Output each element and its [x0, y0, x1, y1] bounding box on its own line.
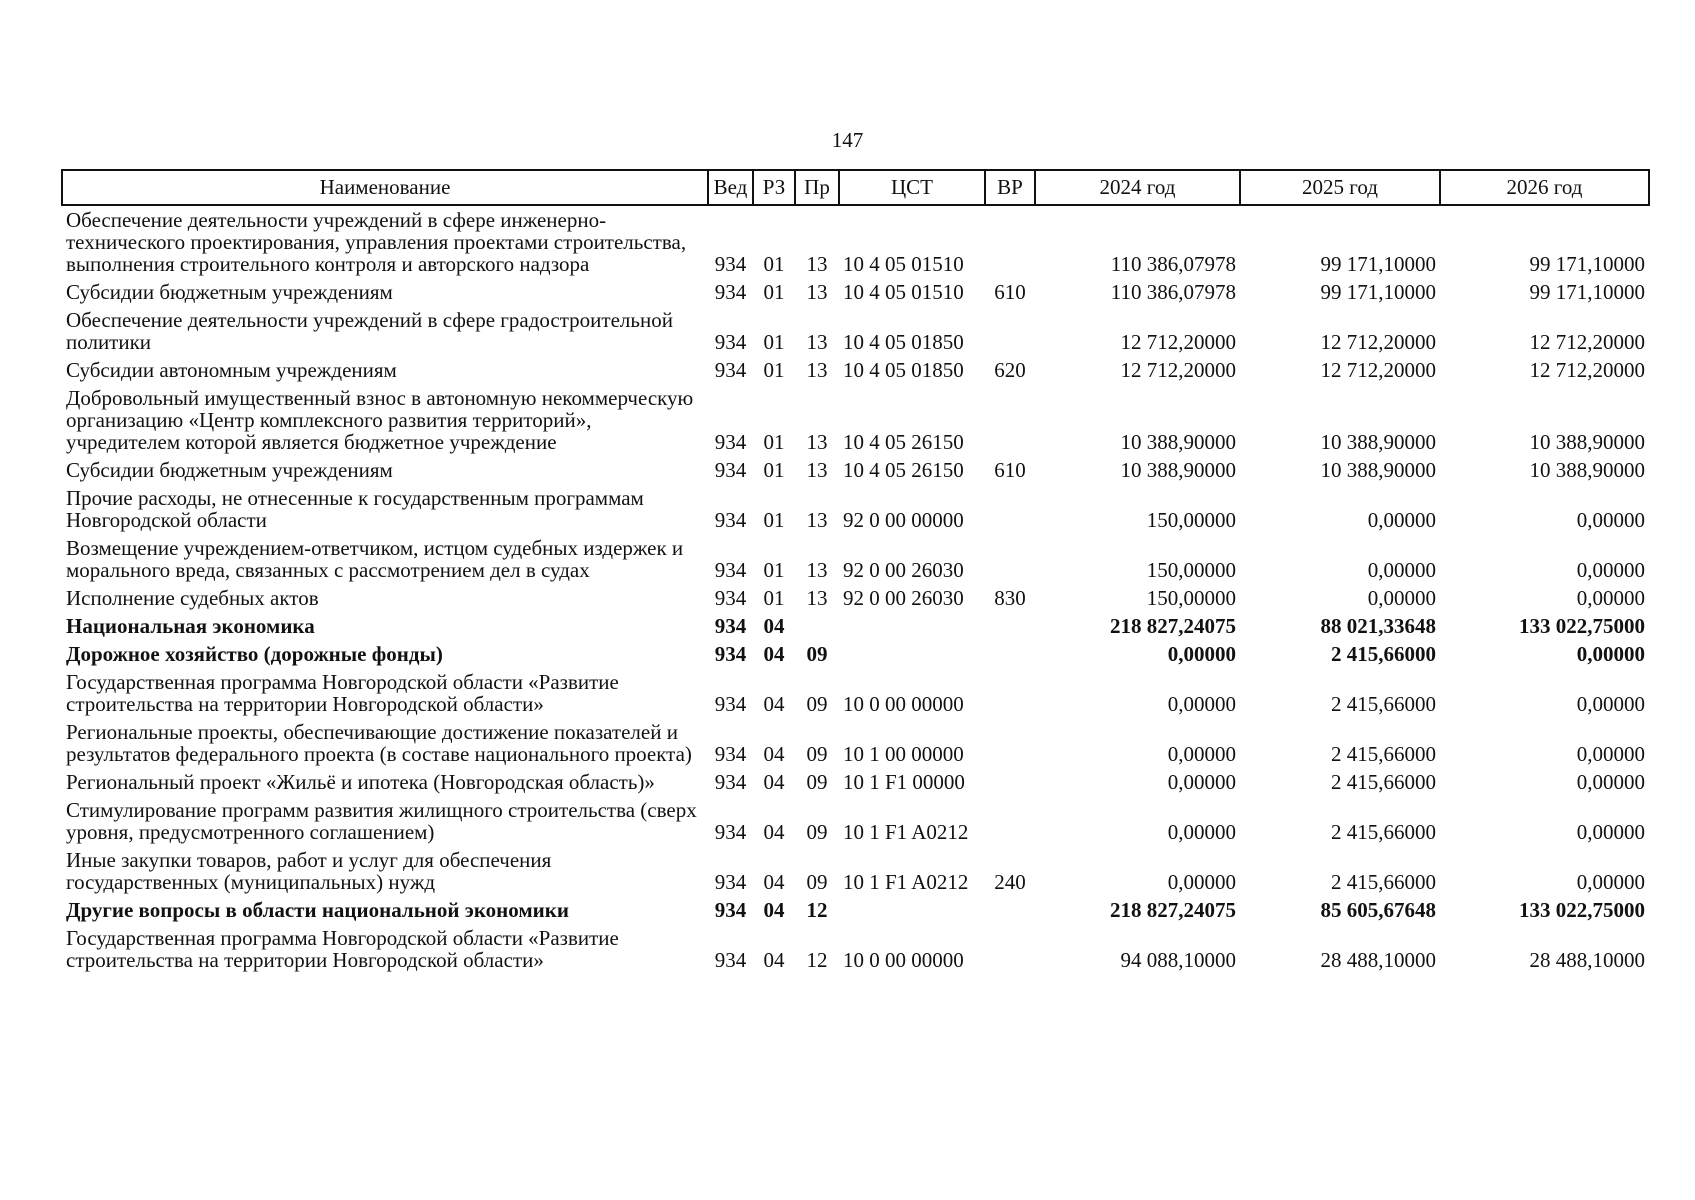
row-name-cell: Субсидии автономным учреждениям	[66, 358, 397, 382]
row-ved-cell: 934	[714, 586, 747, 610]
row-ved-cell: 934	[714, 742, 747, 766]
row-2024-value: 94 088,10000	[1120, 948, 1236, 972]
row-2024-value: 10 388,90000	[1120, 458, 1236, 482]
row-vr-cell	[985, 306, 1035, 356]
row-rz-cell: 04	[763, 820, 785, 844]
row-2026-value: 28 488,10000	[1529, 948, 1645, 972]
row-2026-value: 0,00000	[1576, 770, 1645, 794]
row-ved-cell: 934	[714, 508, 747, 532]
row-pr-cell: 09	[806, 820, 828, 844]
row-vr-cell	[985, 384, 1035, 456]
table-row	[62, 768, 1649, 796]
row-2024-value: 0,00000	[1167, 642, 1236, 666]
budget-table	[61, 169, 1650, 974]
row-pr-cell: 13	[806, 430, 828, 454]
row-2024-value: 0,00000	[1167, 692, 1236, 716]
row-2025-value: 2 415,66000	[1331, 820, 1436, 844]
row-vr-cell	[985, 205, 1035, 278]
row-name-cell: Государственная программа Новгородской области «Развитие строительства на территории Новгородской области»	[66, 670, 619, 716]
row-2025-value: 2 415,66000	[1331, 870, 1436, 894]
row-2024-value: 0,00000	[1167, 770, 1236, 794]
row-cst-cell: 10 4 05 01510	[843, 252, 964, 276]
row-2026-value: 12 712,20000	[1529, 358, 1645, 382]
row-rz-cell: 04	[763, 742, 785, 766]
row-rz-cell: 01	[763, 508, 785, 532]
row-pr-cell: 13	[806, 458, 828, 482]
table-row	[62, 584, 1649, 612]
row-2025-value: 10 388,90000	[1320, 458, 1436, 482]
table-row	[62, 534, 1649, 584]
row-2026-value: 10 388,90000	[1529, 458, 1645, 482]
row-2024-value: 0,00000	[1167, 742, 1236, 766]
row-name-cell: Возмещение учреждением-ответчиком, истцом судебных издержек и морального вреда, связанных с рассмотрением дел в судах	[66, 536, 684, 582]
row-pr-cell: 13	[806, 252, 828, 276]
row-rz-cell: 04	[763, 614, 785, 638]
row-ved-cell: 934	[714, 358, 747, 382]
row-pr-cell: 13	[806, 358, 828, 382]
row-2026-value: 0,00000	[1576, 692, 1645, 716]
row-rz-cell: 04	[763, 642, 785, 666]
row-2025-value: 10 388,90000	[1320, 430, 1436, 454]
header-2024: 2024 год	[1035, 170, 1240, 205]
row-rz-cell: 01	[763, 252, 785, 276]
row-rz-cell: 01	[763, 280, 785, 304]
row-vr-cell	[985, 484, 1035, 534]
row-pr-cell: 09	[806, 692, 828, 716]
row-rz-cell: 01	[763, 430, 785, 454]
row-name-cell: Стимулирование программ развития жилищного строительства (сверх уровня, предусмотренного соглашением)	[66, 798, 697, 844]
row-pr-cell: 13	[806, 558, 828, 582]
row-2026-value: 0,00000	[1576, 558, 1645, 582]
row-ved-cell: 934	[714, 330, 747, 354]
row-cst-cell: 10 4 05 01850	[843, 358, 964, 382]
row-cst-cell	[839, 640, 985, 668]
row-ved-cell: 934	[714, 770, 747, 794]
row-2024-value: 110 386,07978	[1110, 280, 1236, 304]
row-vr-cell	[985, 534, 1035, 584]
row-2024-value: 218 827,24075	[1110, 898, 1236, 922]
row-cst-cell	[839, 896, 985, 924]
row-name-cell: Региональный проект «Жильё и ипотека (Новгородская область)»	[66, 770, 655, 794]
row-cst-cell	[839, 612, 985, 640]
row-cst-cell: 10 4 05 26150	[843, 430, 964, 454]
row-ved-cell: 934	[714, 870, 747, 894]
row-rz-cell: 04	[763, 948, 785, 972]
row-rz-cell: 01	[763, 330, 785, 354]
page-number: 147	[831, 128, 864, 152]
row-cst-cell: 10 1 F1 00000	[843, 770, 965, 794]
row-2025-value: 99 171,10000	[1320, 280, 1436, 304]
row-2024-value: 150,00000	[1146, 558, 1236, 582]
row-name-cell: Субсидии бюджетным учреждениям	[66, 458, 393, 482]
row-rz-cell: 01	[763, 358, 785, 382]
row-ved-cell: 934	[714, 820, 747, 844]
row-2026-value: 0,00000	[1576, 508, 1645, 532]
row-2025-value: 2 415,66000	[1331, 742, 1436, 766]
header-vr: ВР	[985, 170, 1035, 205]
table-row	[62, 612, 1649, 640]
row-2024-value: 218 827,24075	[1110, 614, 1236, 638]
row-cst-cell: 92 0 00 26030	[843, 586, 964, 610]
row-2026-value: 133 022,75000	[1519, 898, 1645, 922]
table-row	[62, 640, 1649, 668]
row-name-cell: Прочие расходы, не отнесенные к государственным программам Новгородской области	[66, 486, 644, 532]
row-rz-cell: 01	[763, 558, 785, 582]
row-ved-cell: 934	[714, 614, 747, 638]
row-2025-value: 0,00000	[1367, 558, 1436, 582]
row-vr-cell	[985, 796, 1035, 846]
row-rz-cell: 04	[763, 870, 785, 894]
header-rz: РЗ	[753, 170, 795, 205]
row-ved-cell: 934	[714, 252, 747, 276]
row-pr-cell: 12	[806, 948, 828, 972]
row-2025-value: 85 605,67648	[1320, 898, 1436, 922]
table-header-row	[62, 170, 1649, 205]
row-cst-cell: 92 0 00 26030	[843, 558, 964, 582]
row-ved-cell: 934	[714, 430, 747, 454]
row-2026-value: 99 171,10000	[1529, 280, 1645, 304]
row-name-cell: Добровольный имущественный взнос в автономную некоммерческую организацию «Центр комплексного развития территорий», учредителем которой является бюджетное учреждение	[66, 386, 694, 454]
row-vr-cell	[985, 768, 1035, 796]
row-cst-cell: 10 4 05 01510	[843, 280, 964, 304]
row-2025-value: 99 171,10000	[1320, 252, 1436, 276]
row-name-cell: Обеспечение деятельности учреждений в сфере градостроительной политики	[66, 308, 673, 354]
header-2025: 2025 год	[1240, 170, 1440, 205]
row-vr-cell	[985, 718, 1035, 768]
row-name-cell: Обеспечение деятельности учреждений в сфере инженерно-технического проектирования, управления проектами строительства, выполнения строительного контроля и авторского надзора	[66, 208, 687, 276]
table-body	[62, 205, 1649, 974]
row-pr-cell: 12	[806, 898, 828, 922]
row-ved-cell: 934	[714, 558, 747, 582]
row-2025-value: 2 415,66000	[1331, 692, 1436, 716]
row-name-cell: Региональные проекты, обеспечивающие достижение показателей и результатов федерального проекта (в составе национального проекта)	[66, 720, 692, 766]
table-row	[62, 896, 1649, 924]
row-vr-cell	[985, 640, 1035, 668]
row-rz-cell: 04	[763, 770, 785, 794]
header-pr: Пр	[795, 170, 839, 205]
row-2024-value: 0,00000	[1167, 870, 1236, 894]
table-row	[62, 484, 1649, 534]
table-row	[62, 384, 1649, 456]
row-name-cell: Другие вопросы в области национальной экономики	[66, 898, 569, 922]
row-2025-value: 0,00000	[1367, 586, 1436, 610]
table-row	[62, 924, 1649, 974]
row-pr-cell: 09	[806, 642, 828, 666]
row-vr-cell	[985, 612, 1035, 640]
row-ved-cell: 934	[714, 948, 747, 972]
row-ved-cell: 934	[714, 898, 747, 922]
row-name-cell: Исполнение судебных актов	[66, 586, 319, 610]
row-ved-cell: 934	[714, 692, 747, 716]
row-2025-value: 28 488,10000	[1320, 948, 1436, 972]
table-row	[62, 456, 1649, 484]
row-pr-cell: 13	[806, 586, 828, 610]
row-cst-cell: 10 0 00 00000	[843, 948, 964, 972]
header-2026: 2026 год	[1440, 170, 1649, 205]
row-pr-cell: 09	[806, 870, 828, 894]
row-name-cell: Дорожное хозяйство (дорожные фонды)	[66, 642, 443, 666]
row-ved-cell: 934	[714, 642, 747, 666]
row-rz-cell: 04	[763, 692, 785, 716]
row-2024-value: 150,00000	[1146, 508, 1236, 532]
table-row	[62, 796, 1649, 846]
row-2025-value: 2 415,66000	[1331, 770, 1436, 794]
row-ved-cell: 934	[714, 280, 747, 304]
row-pr-cell: 13	[806, 508, 828, 532]
header-cst: ЦСТ	[839, 170, 985, 205]
row-2024-value: 10 388,90000	[1120, 430, 1236, 454]
table-row	[62, 356, 1649, 384]
row-pr-cell: 13	[806, 280, 828, 304]
row-pr-cell: 13	[806, 330, 828, 354]
row-vr-cell	[985, 896, 1035, 924]
row-2024-value: 12 712,20000	[1120, 358, 1236, 382]
table-row	[62, 306, 1649, 356]
row-rz-cell: 04	[763, 898, 785, 922]
row-2026-value: 0,00000	[1576, 820, 1645, 844]
row-2026-value: 12 712,20000	[1529, 330, 1645, 354]
row-vr-cell: 620	[994, 358, 1026, 382]
row-pr-cell	[795, 612, 839, 640]
row-2026-value: 0,00000	[1576, 870, 1645, 894]
row-cst-cell: 10 0 00 00000	[843, 692, 964, 716]
row-cst-cell: 10 4 05 01850	[843, 330, 964, 354]
row-2025-value: 0,00000	[1367, 508, 1436, 532]
row-vr-cell	[985, 924, 1035, 974]
table-row	[62, 718, 1649, 768]
header-ved: Вед	[708, 170, 753, 205]
row-2026-value: 10 388,90000	[1529, 430, 1645, 454]
table-row	[62, 846, 1649, 896]
row-2024-value: 12 712,20000	[1120, 330, 1236, 354]
row-2024-value: 110 386,07978	[1110, 252, 1236, 276]
table-row	[62, 278, 1649, 306]
row-2024-value: 0,00000	[1167, 820, 1236, 844]
row-cst-cell: 10 1 00 00000	[843, 742, 964, 766]
row-2025-value: 12 712,20000	[1320, 330, 1436, 354]
row-name-cell: Национальная экономика	[66, 614, 315, 638]
row-ved-cell: 934	[714, 458, 747, 482]
table-row	[62, 205, 1649, 278]
row-vr-cell: 610	[994, 458, 1026, 482]
row-2026-value: 0,00000	[1576, 642, 1645, 666]
row-cst-cell: 10 4 05 26150	[843, 458, 964, 482]
row-name-cell: Иные закупки товаров, работ и услуг для обеспечения государственных (муниципальных) нужд	[66, 848, 552, 894]
row-cst-cell: 10 1 F1 A0212	[843, 820, 969, 844]
table-row	[62, 668, 1649, 718]
row-pr-cell: 09	[806, 770, 828, 794]
row-vr-cell: 830	[994, 586, 1026, 610]
row-cst-cell: 92 0 00 00000	[843, 508, 964, 532]
row-rz-cell: 01	[763, 458, 785, 482]
row-2025-value: 88 021,33648	[1320, 614, 1436, 638]
row-vr-cell: 610	[994, 280, 1026, 304]
row-name-cell: Субсидии бюджетным учреждениям	[66, 280, 393, 304]
row-2026-value: 99 171,10000	[1529, 252, 1645, 276]
row-pr-cell: 09	[806, 742, 828, 766]
row-vr-cell	[985, 668, 1035, 718]
row-rz-cell: 01	[763, 586, 785, 610]
row-2026-value: 133 022,75000	[1519, 614, 1645, 638]
row-2026-value: 0,00000	[1576, 742, 1645, 766]
row-name-cell: Государственная программа Новгородской области «Развитие строительства на территории Новгородской области»	[66, 926, 619, 972]
row-cst-cell: 10 1 F1 A0212	[843, 870, 969, 894]
row-2025-value: 12 712,20000	[1320, 358, 1436, 382]
row-2026-value: 0,00000	[1576, 586, 1645, 610]
header-name: Наименование	[62, 170, 708, 205]
row-2025-value: 2 415,66000	[1331, 642, 1436, 666]
row-2024-value: 150,00000	[1146, 586, 1236, 610]
row-vr-cell: 240	[994, 870, 1026, 894]
